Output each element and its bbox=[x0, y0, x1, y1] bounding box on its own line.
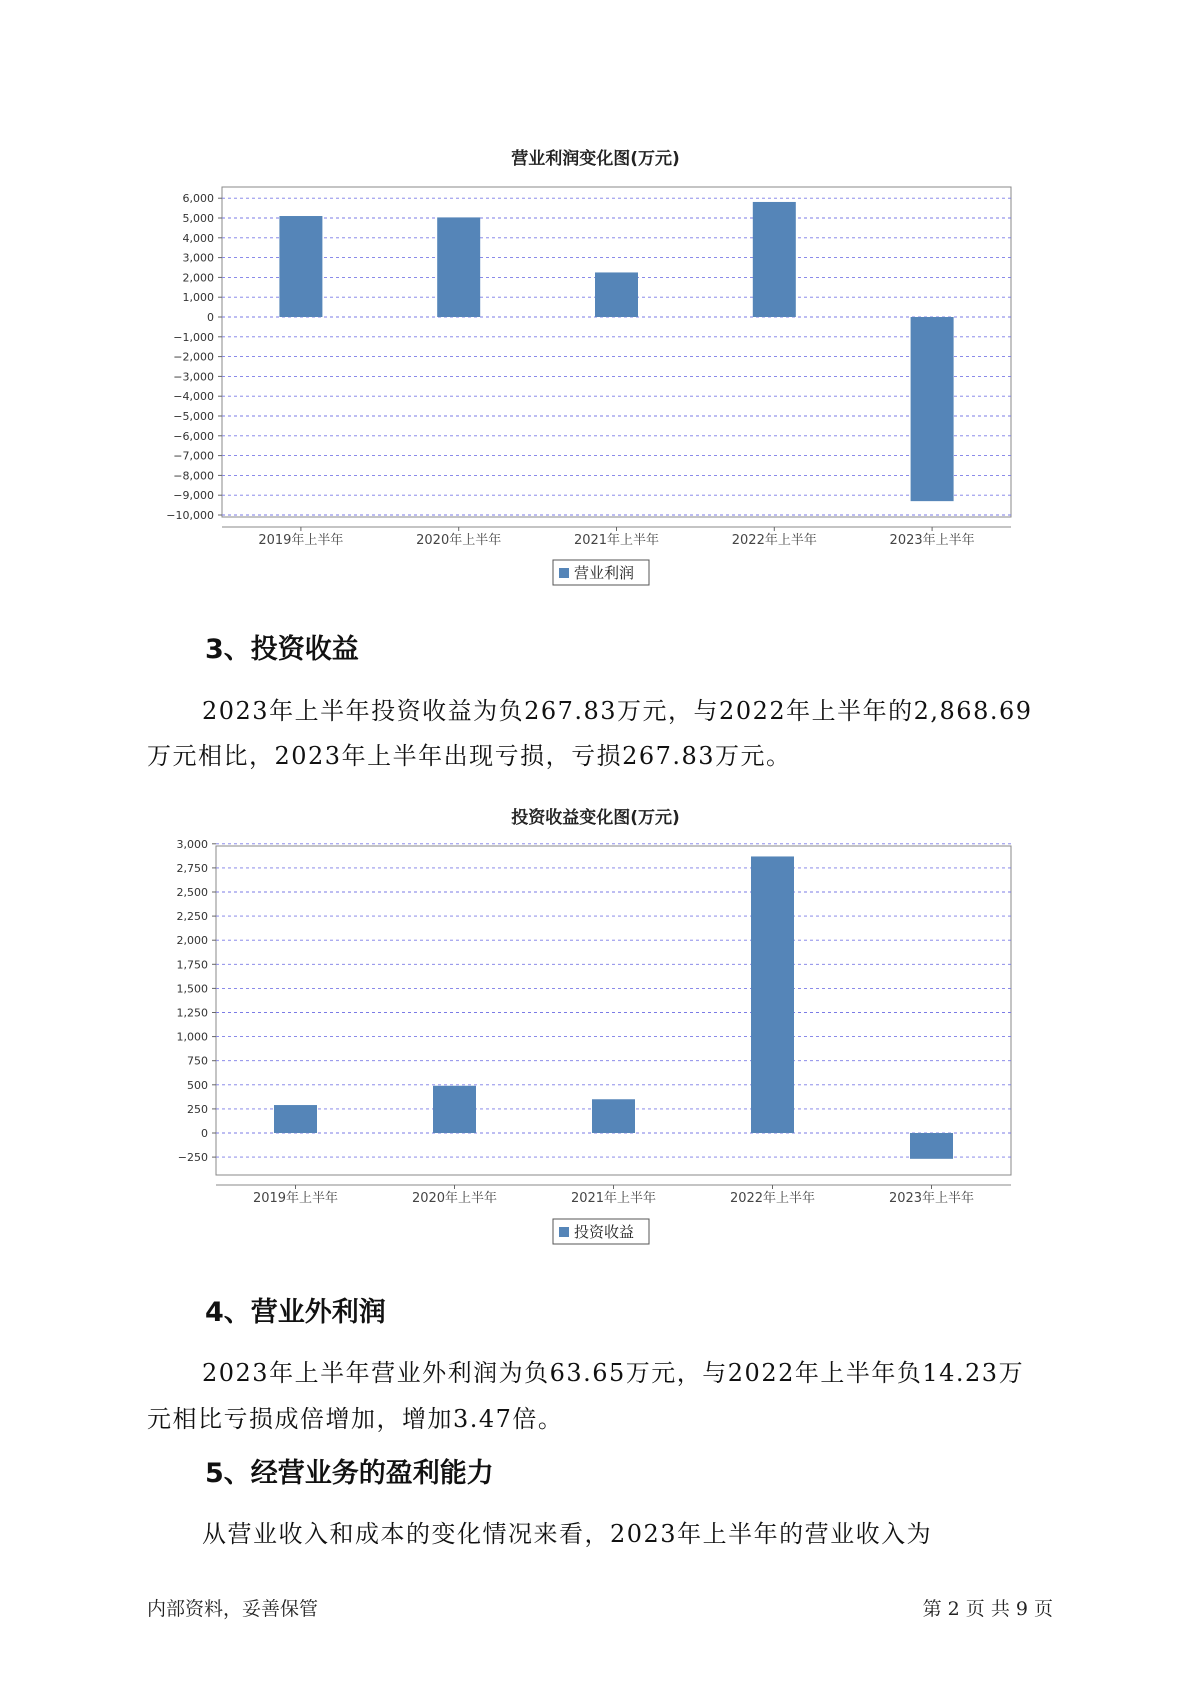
x-tick-label: 2023年上半年 bbox=[889, 533, 975, 548]
y-tick-label: −3,000 bbox=[173, 370, 214, 384]
y-tick-label: 1,000 bbox=[176, 1030, 208, 1044]
x-tick-label: 2019年上半年 bbox=[252, 1191, 339, 1206]
footer-page-number: 第 2 页 共 9 页 bbox=[922, 1598, 1053, 1620]
y-tick-label: −4,000 bbox=[173, 390, 214, 404]
section3-paragraph-line: 万元相比，2023年上半年出现亏损，亏损267.83万元。 bbox=[147, 742, 792, 770]
bar bbox=[592, 1099, 635, 1133]
bar bbox=[274, 1105, 317, 1133]
section4-paragraph-line: 2023年上半年营业外利润为负63.65万元，与2022年上半年负14.23万 bbox=[202, 1359, 1025, 1387]
x-tick-label: 2022年上半年 bbox=[731, 533, 817, 548]
bar bbox=[910, 1133, 953, 1159]
legend-swatch bbox=[559, 1227, 569, 1237]
chart1-title: 营业利润变化图(万元) bbox=[511, 149, 680, 169]
y-tick-label: −1,000 bbox=[173, 330, 214, 344]
y-tick-label: 250 bbox=[187, 1102, 208, 1116]
section3-paragraph-line: 2023年上半年投资收益为负267.83万元，与2022年上半年的2,868.69 bbox=[202, 697, 1033, 725]
y-tick-label: 2,500 bbox=[176, 886, 208, 899]
section3-heading: 3、投资收益 bbox=[205, 634, 359, 665]
y-tick-label: −250 bbox=[177, 1151, 208, 1165]
y-tick-label: −6,000 bbox=[173, 429, 214, 443]
y-tick-label: −10,000 bbox=[166, 509, 214, 522]
y-tick-label: 1,250 bbox=[176, 1006, 208, 1020]
x-tick-label: 2019年上半年 bbox=[258, 533, 344, 548]
bar bbox=[433, 1086, 476, 1133]
legend-label: 投资收益 bbox=[574, 1223, 635, 1241]
y-tick-label: 2,000 bbox=[182, 271, 214, 285]
y-tick-label: 1,000 bbox=[182, 291, 214, 305]
section4-heading: 4、营业外利润 bbox=[205, 1297, 386, 1328]
y-tick-label: 3,000 bbox=[182, 251, 214, 265]
y-tick-label: 1,500 bbox=[176, 982, 208, 996]
y-tick-label: 0 bbox=[207, 311, 214, 324]
footer-confidential-note: 内部资料，妥善保管 bbox=[147, 1598, 319, 1620]
y-tick-label: 1,750 bbox=[176, 958, 208, 972]
y-tick-label: 6,000 bbox=[182, 192, 214, 206]
x-tick-label: 2021年上半年 bbox=[573, 533, 660, 548]
section5-paragraph-line: 从营业收入和成本的变化情况来看，2023年上半年的营业收入为 bbox=[202, 1520, 933, 1548]
y-tick-label: −2,000 bbox=[173, 350, 214, 364]
y-tick-label: 2,250 bbox=[176, 910, 208, 924]
y-tick-label: 2,750 bbox=[176, 861, 208, 875]
section4-paragraph-line: 元相比亏损成倍增加，增加3.47倍。 bbox=[147, 1405, 564, 1433]
y-tick-label: −5,000 bbox=[173, 410, 214, 423]
y-tick-label: 750 bbox=[187, 1054, 208, 1068]
legend-label: 营业利润 bbox=[574, 564, 635, 582]
x-tick-label: 2022年上半年 bbox=[729, 1191, 816, 1206]
x-tick-label: 2020年上半年 bbox=[416, 533, 502, 548]
bar bbox=[751, 856, 794, 1133]
chart2-title: 投资收益变化图(万元) bbox=[511, 808, 680, 828]
x-tick-label: 2023年上半年 bbox=[888, 1191, 975, 1206]
y-tick-label: 3,000 bbox=[176, 837, 208, 851]
y-tick-label: −8,000 bbox=[173, 469, 214, 483]
y-tick-label: 0 bbox=[201, 1127, 208, 1140]
x-tick-label: 2021年上半年 bbox=[570, 1191, 657, 1206]
section5-heading: 5、经营业务的盈利能力 bbox=[205, 1458, 494, 1489]
x-tick-label: 2020年上半年 bbox=[411, 1191, 498, 1206]
y-tick-label: 4,000 bbox=[182, 231, 214, 245]
y-tick-label: −7,000 bbox=[173, 449, 214, 463]
y-tick-label: 500 bbox=[187, 1078, 208, 1092]
y-tick-label: 5,000 bbox=[182, 212, 214, 225]
y-tick-label: 2,000 bbox=[176, 934, 208, 948]
y-tick-label: −9,000 bbox=[173, 489, 214, 503]
